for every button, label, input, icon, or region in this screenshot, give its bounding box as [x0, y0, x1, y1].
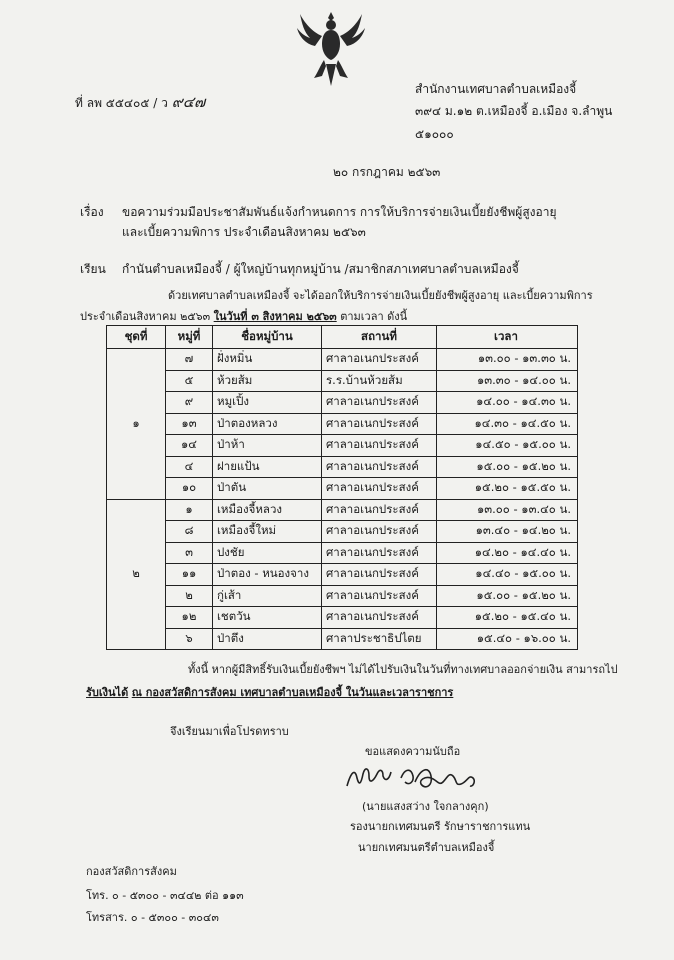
header-moo: หมู่ที่ — [166, 326, 213, 349]
village-name: ป่าตึง — [213, 628, 322, 650]
village-name: ป่าตอง - หนองจาง — [213, 564, 322, 586]
zone-cell — [107, 628, 166, 650]
moo-number: ๖ — [166, 628, 213, 650]
table-row — [107, 542, 578, 564]
subject-label: เรื่อง — [80, 205, 104, 219]
recipient-label: เรียน — [80, 262, 106, 276]
zone-number: ๑ — [107, 413, 166, 435]
zone-cell — [107, 370, 166, 392]
letter-date: ๒๐ กรกฎาคม ๒๕๖๓ — [333, 165, 441, 179]
zone-cell — [107, 607, 166, 629]
header-village-name: ชื่อหมู่บ้าน — [213, 326, 322, 349]
time-range: ๑๓.๔๐ - ๑๔.๒๐ น. — [437, 521, 578, 543]
intro-line-2 — [80, 307, 407, 325]
time-range: ๑๕.๒๐ - ๑๕.๕๐ น. — [437, 478, 578, 500]
moo-number: ๑๐ — [166, 478, 213, 500]
village-name: เชตวัน — [213, 607, 322, 629]
reference-number — [75, 90, 205, 114]
table-row — [107, 413, 578, 435]
table-row — [107, 521, 578, 543]
footer-department: กองสวัสดิการสังคม — [86, 865, 177, 878]
moo-number: ๒ — [166, 585, 213, 607]
moo-number: ๑๓ — [166, 413, 213, 435]
place-name: ร.ร.บ้านห้วยส้ม — [322, 370, 437, 392]
village-name: กู่เส้า — [213, 585, 322, 607]
table-row — [107, 478, 578, 500]
place-name: ศาลาอเนกประสงค์ — [322, 478, 437, 500]
place-name: ศาลาอเนกประสงค์ — [322, 564, 437, 586]
time-range: ๑๔.๔๐ - ๑๕.๐๐ น. — [437, 564, 578, 586]
place-name: ศาลาอเนกประสงค์ — [322, 456, 437, 478]
office-address: ๓๙๔ ม.๑๒ ต.เหมืองจี้ อ.เมือง จ.ลำพูน — [415, 104, 613, 118]
reference-prefix: ที่ ลพ ๕๕๔๐๕ / ว — [75, 96, 168, 110]
table-row — [107, 435, 578, 457]
note-pickup-location: ณ กองสวัสดิการสังคม เทศบาลตำบลเหมืองจี้ ในวันและเวลาราชการ — [131, 686, 454, 699]
place-name: ศาลาอเนกประสงค์ — [322, 413, 437, 435]
zone-cell — [107, 456, 166, 478]
time-range: ๑๕.๒๐ - ๑๕.๔๐ น. — [437, 607, 578, 629]
place-name: ศาลาอเนกประสงค์ — [322, 585, 437, 607]
moo-number: ๓ — [166, 542, 213, 564]
zone-cell — [107, 499, 166, 521]
time-range: ๑๔.๒๐ - ๑๔.๔๐ น. — [437, 542, 578, 564]
moo-number: ๙ — [166, 392, 213, 414]
time-range: ๑๕.๔๐ - ๑๖.๐๐ น. — [437, 628, 578, 650]
payment-schedule-table — [106, 325, 578, 650]
time-range: ๑๔.๐๐ - ๑๔.๓๐ น. — [437, 392, 578, 414]
moo-number: ๑ — [166, 499, 213, 521]
moo-number: ๕ — [166, 370, 213, 392]
moo-number: ๑๑ — [166, 564, 213, 586]
office-name: สำนักงานเทศบาลตำบลเหมืองจี้ — [415, 82, 577, 96]
table-row — [107, 392, 578, 414]
table-body — [107, 349, 578, 650]
place-name: ศาลาอเนกประสงค์ — [322, 435, 437, 457]
intro-line-2-start: ประจำเดือนสิงหาคม ๒๕๖๓ — [80, 310, 214, 323]
table-row — [107, 585, 578, 607]
village-name: ฝั่งหมิ่น — [213, 349, 322, 371]
recipient-text: กำนันตำบลเหมืองจี้ / ผู้ใหญ่บ้านทุกหมู่บ้าน /สมาชิกสภาเทศบาลตำบลเหมืองจี้ — [122, 262, 519, 276]
note-line-2-start: รับเงินได้ — [86, 686, 129, 699]
table-row — [107, 349, 578, 371]
moo-number: ๗ — [166, 349, 213, 371]
regards-text: ขอแสดงความนับถือ — [365, 745, 461, 758]
village-name: ฝายแป้น — [213, 456, 322, 478]
village-name: ป่าห้า — [213, 435, 322, 457]
place-name: ศาลาอเนกประสงค์ — [322, 521, 437, 543]
time-range: ๑๕.๐๐ - ๑๕.๒๐ น. — [437, 585, 578, 607]
table-row — [107, 499, 578, 521]
header-zone: ชุดที่ — [107, 326, 166, 349]
time-range: ๑๕.๐๐ - ๑๕.๒๐ น. — [437, 456, 578, 478]
moo-number: ๘ — [166, 521, 213, 543]
time-range: ๑๓.๓๐ - ๑๔.๐๐ น. — [437, 370, 578, 392]
zone-cell — [107, 585, 166, 607]
note-line-2 — [86, 683, 453, 701]
intro-line-2-end: ตามเวลา ดังนี้ — [336, 310, 408, 323]
signer-name: (นายแสงสว่าง ใจกลางคุก) — [362, 800, 489, 813]
table-row — [107, 607, 578, 629]
village-name: ป่าตัน — [213, 478, 322, 500]
moo-number: ๑๒ — [166, 607, 213, 629]
village-name: ปงชัย — [213, 542, 322, 564]
zone-cell — [107, 392, 166, 414]
zone-cell — [107, 542, 166, 564]
signer-title-2: นายกเทศมนตรีตำบลเหมืองจี้ — [358, 841, 495, 854]
subject-line-2: และเบี้ยความพิการ ประจำเดือนสิงหาคม ๒๕๖๓ — [122, 225, 366, 239]
place-name: ศาลาประชาธิปไตย — [322, 628, 437, 650]
time-range: ๑๓.๐๐ - ๑๓.๔๐ น. — [437, 499, 578, 521]
office-postcode: ๕๑๐๐๐ — [415, 127, 454, 141]
place-name: ศาลาอเนกประสงค์ — [322, 392, 437, 414]
village-name: ป่าตองหลวง — [213, 413, 322, 435]
header-place: สถานที่ — [322, 326, 437, 349]
table-row — [107, 564, 578, 586]
handwritten-signature — [345, 760, 495, 796]
time-range: ๑๔.๕๐ - ๑๕.๐๐ น. — [437, 435, 578, 457]
place-name: ศาลาอเนกประสงค์ — [322, 607, 437, 629]
village-name: หมูเปิ้ง — [213, 392, 322, 414]
footer-fax: โทรสาร. ๐ - ๕๓๐๐ - ๓๐๔๓ — [86, 911, 219, 924]
zone-cell — [107, 521, 166, 543]
table-row — [107, 456, 578, 478]
moo-number: ๑๔ — [166, 435, 213, 457]
zone-cell — [107, 349, 166, 371]
closing-text: จึงเรียนมาเพื่อโปรดทราบ — [170, 725, 289, 738]
village-name: ห้วยส้ม — [213, 370, 322, 392]
intro-line-1: ด้วยเทศบาลตำบลเหมืองจี้ จะได้ออกให้บริการจ่ายเงินเบี้ยยังชีพผู้สูงอายุ และเบี้ยความพิการ — [168, 289, 593, 302]
zone-cell — [107, 435, 166, 457]
place-name: ศาลาอเนกประสงค์ — [322, 499, 437, 521]
time-range: ๑๔.๓๐ - ๑๔.๕๐ น. — [437, 413, 578, 435]
header-time: เวลา — [437, 326, 578, 349]
reference-handwritten-number: ๙๔๗ — [171, 93, 206, 111]
time-range: ๑๓.๐๐ - ๑๓.๓๐ น. — [437, 349, 578, 371]
intro-payment-date: ในวันที่ ๓ สิงหาคม ๒๕๖๓ — [213, 310, 337, 323]
subject-line-1: ขอความร่วมมือประชาสัมพันธ์แจ้งกำหนดการ การให้บริการจ่ายเงินเบี้ยยังชีพผู้สูงอายุ — [122, 205, 557, 219]
footer-phone: โทร. ๐ - ๕๓๐๐ - ๓๔๔๒ ต่อ ๑๑๓ — [86, 889, 244, 902]
note-line-1: ทั้งนี้ หากผู้มีสิทธิ์รับเงินเบี้ยยังชีพฯ ไม่ได้ไปรับเงินในวันที่ทางเทศบาลออกจ่ายเงิน สามารถไป — [188, 663, 618, 676]
zone-number: ๒ — [107, 564, 166, 586]
zone-cell — [107, 478, 166, 500]
moo-number: ๔ — [166, 456, 213, 478]
table-row — [107, 628, 578, 650]
village-name: เหมืองจี้หลวง — [213, 499, 322, 521]
signer-title-1: รองนายกเทศมนตรี รักษาราชการแทน — [350, 820, 531, 833]
table-row — [107, 370, 578, 392]
garuda-emblem-icon — [295, 8, 367, 90]
table-header-row — [107, 326, 578, 349]
place-name: ศาลาอเนกประสงค์ — [322, 542, 437, 564]
place-name: ศาลาอเนกประสงค์ — [322, 349, 437, 371]
village-name: เหมืองจี้ใหม่ — [213, 521, 322, 543]
